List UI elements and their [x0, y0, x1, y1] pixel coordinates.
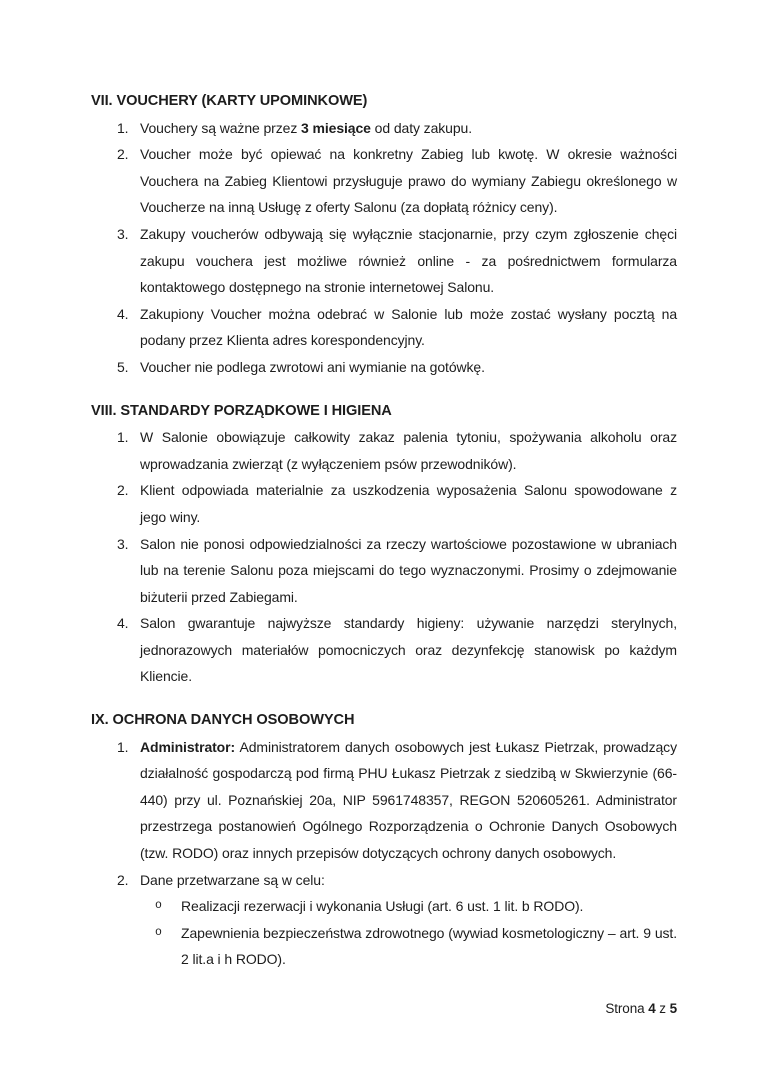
- list-item: [91, 354, 677, 381]
- document-sections: [91, 88, 677, 973]
- text-run: Voucher nie podlega zwrotowi ani wymianie na gotówkę.: [140, 358, 485, 375]
- list-item-number: 2.: [117, 146, 129, 163]
- circle-bullet-icon: o: [155, 925, 162, 939]
- list-item-text: [140, 115, 677, 142]
- sub-list-item: [140, 920, 677, 973]
- list-item-number: 1.: [117, 738, 129, 755]
- document-section: [91, 88, 677, 381]
- text-run: Administratorem danych osobowych jest Łukasz Pietrzak, prowadzący działalność gospodarczą pod firmą PHU Łukasz Pietrzak z siedzibą w Skwierzynie (66-440) przy ul. Poznańskiej 20a, NIP 5961748357, REGON 520605261. Administrator przestrzega postanowień Ogólnego Rozporządzenia o Ochronie Danych Osobowych (tzw. RODO) oraz innych przepisów dotyczących ochrony danych osobowych.: [140, 738, 677, 862]
- text-run: od daty zakupu.: [370, 119, 473, 136]
- list-item-text: [140, 354, 677, 381]
- text-run: Dane przetwarzane są w celu:: [140, 871, 325, 888]
- list-item-number: 1.: [117, 429, 129, 446]
- bold-text-run: 3 miesiące: [301, 119, 371, 136]
- list-item-number: 5.: [117, 358, 129, 375]
- list-item-text: [140, 424, 677, 477]
- section-heading: IX. OCHRONA DANYCH OSOBOWYCH: [91, 712, 355, 729]
- list-item-text: [140, 734, 677, 867]
- list-item: [91, 221, 677, 301]
- text-run: Klient odpowiada materialnie za uszkodzenia wyposażenia Salonu spowodowane z jego winy.: [140, 482, 677, 525]
- section-heading: VIII. STANDARDY PORZĄDKOWE I HIGIENA: [91, 402, 392, 419]
- footer-of: z: [659, 1001, 666, 1016]
- list-item-number: 4.: [117, 305, 129, 322]
- text-run: Vouchery są ważne przez: [140, 119, 302, 136]
- list-item-text: [140, 867, 677, 894]
- list-item-number: 2.: [117, 482, 129, 499]
- list-item: [91, 867, 677, 894]
- footer-total: 5: [669, 1001, 677, 1016]
- section-heading: VII. VOUCHERY (KARTY UPOMINKOWE): [91, 93, 368, 109]
- text-run: Salon nie ponosi odpowiedzialności za rzeczy wartościowe pozostawione w ubraniach lub na terenie Salonu poza miejscami do tego wyznaczonymi. Prosimy o zdejmowanie biżuterii przed Zabiegami.: [140, 535, 677, 605]
- bold-text-run: Administrator:: [140, 738, 236, 755]
- sub-list-item: [140, 893, 677, 920]
- list-item-text: [140, 531, 677, 611]
- list-item-text: [140, 141, 677, 221]
- list-item-number: 3.: [117, 535, 129, 552]
- list-item-number: 3.: [117, 225, 129, 242]
- sub-list-item-text: Zapewnienia bezpieczeństwa zdrowotnego (wywiad kosmetologiczny – art. 9 ust. 2 lit.a i h RODO).: [181, 924, 677, 968]
- list-item: [91, 734, 677, 867]
- text-run: Zakupy voucherów odbywają się wyłącznie stacjonarnie, przy czym zgłoszenie chęci zakupu vouchera jest możliwe również online - za pośrednictwem formularza kontaktowego dostępnego na stronie internetowej Salonu.: [140, 225, 677, 296]
- text-run: Salon gwarantuje najwyższe standardy higieny: używanie narzędzi sterylnych, jednorazowych materiałów pomocniczych oraz dezynfekcję stanowisk po każdym Kliencie.: [140, 615, 677, 685]
- sub-list-item-text: Realizacji rezerwacji i wykonania Usługi (art. 6 ust. 1 lit. b RODO).: [181, 898, 584, 915]
- list-item-text: [140, 221, 677, 301]
- list-item-number: 4.: [117, 615, 129, 632]
- list-item: [91, 115, 677, 142]
- text-run: Zakupiony Voucher można odebrać w Salonie lub może zostać wysłany pocztą na podany przez Klienta adres korespondencyjny.: [140, 305, 677, 349]
- document-section: [91, 707, 677, 973]
- list-item-number: 1.: [117, 119, 129, 136]
- list-item-text: [140, 301, 677, 354]
- text-run: W Salonie obowiązuje całkowity zakaz palenia tytoniu, spożywania alkoholu oraz wprowadzania zwierząt (z wyłączeniem psów przewodników).: [140, 429, 677, 472]
- list-item-text: [140, 477, 677, 530]
- list-item-number: 2.: [117, 871, 129, 888]
- footer-label: Strona: [605, 1001, 645, 1016]
- footer-page-number: 4: [648, 1001, 656, 1016]
- text-run: Voucher może być opiewać na konkretny Zabieg lub kwotę. W okresie ważności Vouchera na Zabieg Klientowi przysługuje prawo do wymiany Zabiegu określonego w Voucherze na inną Usługę z oferty Salonu (za dopłatą różnicy ceny).: [140, 146, 677, 216]
- list-item: [91, 141, 677, 221]
- list-item: [91, 610, 677, 690]
- list-item: [91, 424, 677, 477]
- page-footer: [605, 1000, 677, 1018]
- circle-bullet-icon: o: [155, 899, 162, 913]
- list-item: [91, 531, 677, 611]
- document-section: [91, 398, 677, 691]
- list-item-text: [140, 610, 677, 690]
- list-item: [91, 301, 677, 354]
- list-item: [91, 477, 677, 530]
